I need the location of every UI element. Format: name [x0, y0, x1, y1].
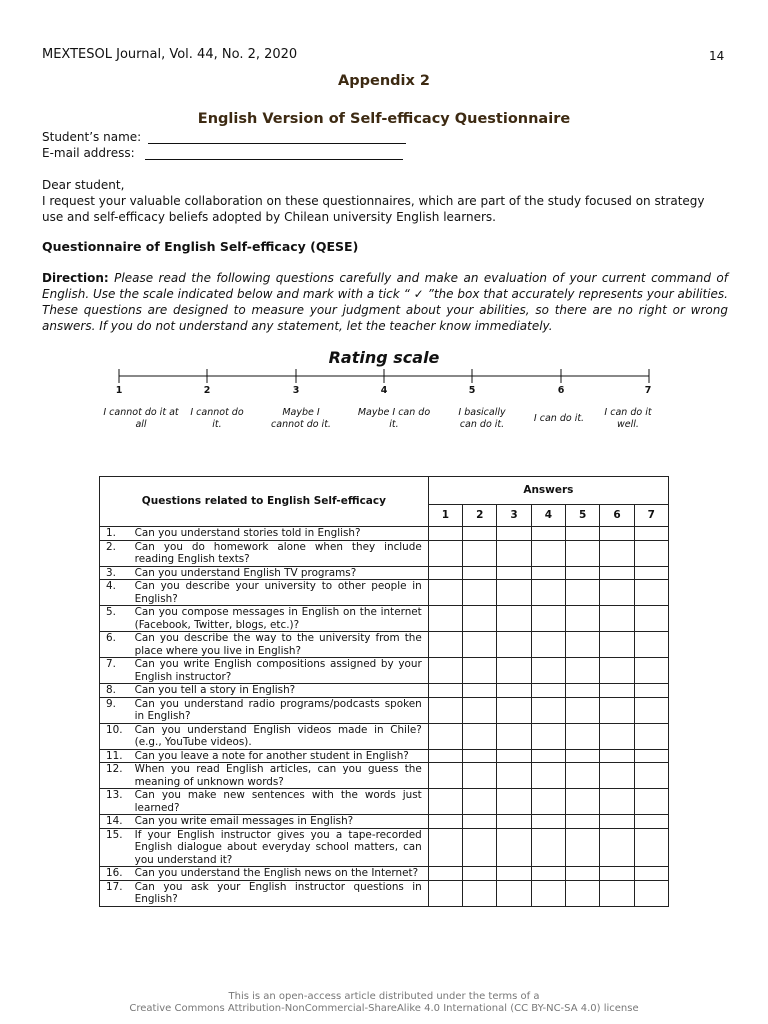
answer-cell-1[interactable]: [428, 527, 462, 541]
answer-cell-2[interactable]: [463, 867, 497, 881]
answer-cell-5[interactable]: [566, 723, 600, 749]
table-row: [100, 658, 669, 684]
license-line-1: This is an open-access article distributed under the terms of a: [228, 991, 540, 1002]
answer-cell-4[interactable]: [531, 606, 565, 632]
answer-cell-5[interactable]: [566, 828, 600, 867]
question-text: If your English instructor gives you a tape-recorded English dialogue about everyday school matters, can you understand it?: [135, 828, 429, 867]
answer-cell-7[interactable]: [634, 658, 668, 684]
answer-cell-1[interactable]: [428, 697, 462, 723]
answer-cell-1[interactable]: [428, 763, 462, 789]
table-row: [100, 763, 669, 789]
answer-cell-1[interactable]: [428, 658, 462, 684]
question-text: Can you leave a note for another student in English?: [135, 749, 429, 763]
student-name-field: [42, 130, 406, 144]
answer-cell-5[interactable]: [566, 632, 600, 658]
answer-cell-2[interactable]: [463, 632, 497, 658]
answer-cell-7[interactable]: [634, 763, 668, 789]
table-row: [100, 632, 669, 658]
direction-label: Direction:: [42, 271, 109, 285]
answer-cell-1[interactable]: [428, 867, 462, 881]
answer-cell-3[interactable]: [497, 540, 531, 566]
answer-cell-5[interactable]: [566, 697, 600, 723]
greeting: Dear student,: [42, 178, 125, 192]
answer-cell-2[interactable]: [463, 763, 497, 789]
answer-cell-4[interactable]: [531, 632, 565, 658]
answer-cell-1[interactable]: [428, 632, 462, 658]
answer-cell-1[interactable]: [428, 723, 462, 749]
question-text: Can you write English compositions assigned by your English instructor?: [135, 658, 429, 684]
scale-header-2: 2: [463, 505, 497, 527]
answer-cell-3[interactable]: [497, 684, 531, 698]
answer-cell-3[interactable]: [497, 632, 531, 658]
answer-cell-5[interactable]: [566, 763, 600, 789]
answer-cell-3[interactable]: [497, 527, 531, 541]
answer-cell-1[interactable]: [428, 789, 462, 815]
answer-cell-5[interactable]: [566, 540, 600, 566]
answer-cell-6[interactable]: [600, 880, 634, 906]
answer-cell-1[interactable]: [428, 684, 462, 698]
scale-num-3: 3: [292, 385, 300, 396]
student-name-blank: [148, 131, 406, 144]
scale-label-3: Maybe I cannot do it.: [271, 407, 331, 430]
questions-header: Questions related to English Self-efficacy: [100, 477, 429, 527]
answer-cell-3[interactable]: [497, 749, 531, 763]
answer-cell-5[interactable]: [566, 566, 600, 580]
answer-cell-2[interactable]: [463, 697, 497, 723]
answer-cell-4[interactable]: [531, 867, 565, 881]
question-text: Can you understand the English news on the Internet?: [135, 867, 429, 881]
scale-label-4: Maybe I can do it.: [357, 407, 431, 430]
answer-cell-5[interactable]: [566, 606, 600, 632]
answer-cell-4[interactable]: [531, 723, 565, 749]
answer-cell-4[interactable]: [531, 566, 565, 580]
scale-num-2: 2: [203, 385, 211, 396]
letter-body: I request your valuable collaboration on these questionnaires, which are part of the study focused on strategy use and self-efficacy beliefs adopted by Chilean university English learners.: [42, 194, 705, 224]
document-title: English Version of Self-efficacy Questionnaire: [197, 111, 571, 127]
scale-num-1: 1: [115, 385, 123, 396]
answer-cell-4[interactable]: [531, 828, 565, 867]
answer-cell-6[interactable]: [600, 828, 634, 867]
answer-cell-2[interactable]: [463, 789, 497, 815]
answer-cell-6[interactable]: [600, 867, 634, 881]
table-row: [100, 540, 669, 566]
question-number: 6.: [100, 632, 135, 658]
table-row: [100, 580, 669, 606]
answer-cell-5[interactable]: [566, 880, 600, 906]
scale-header-1: 1: [428, 505, 462, 527]
answer-cell-4[interactable]: [531, 763, 565, 789]
answer-cell-5[interactable]: [566, 658, 600, 684]
answer-cell-1[interactable]: [428, 815, 462, 829]
answer-cell-6[interactable]: [600, 566, 634, 580]
answer-cell-4[interactable]: [531, 815, 565, 829]
question-text: Can you tell a story in English?: [135, 684, 429, 698]
answer-cell-7[interactable]: [634, 867, 668, 881]
question-number: 3.: [100, 566, 135, 580]
answer-cell-1[interactable]: [428, 749, 462, 763]
answer-cell-5[interactable]: [566, 867, 600, 881]
scale-header-4: 4: [531, 505, 565, 527]
question-number: 14.: [100, 815, 135, 829]
table-row: [100, 684, 669, 698]
answer-cell-7[interactable]: [634, 632, 668, 658]
answer-cell-3[interactable]: [497, 580, 531, 606]
answer-cell-5[interactable]: [566, 684, 600, 698]
scale-label-5: I basically can do it.: [458, 407, 506, 430]
rating-scale-title: Rating scale: [328, 348, 440, 367]
question-text: Can you describe the way to the university from the place where you live in English?: [135, 632, 429, 658]
table-row: [100, 697, 669, 723]
page-number: 14: [709, 49, 725, 63]
answer-cell-5[interactable]: [566, 749, 600, 763]
answer-cell-5[interactable]: [566, 580, 600, 606]
table-row: [100, 815, 669, 829]
question-text: Can you do homework alone when they include reading English texts?: [135, 540, 429, 566]
answer-cell-4[interactable]: [531, 880, 565, 906]
answer-cell-4[interactable]: [531, 540, 565, 566]
question-text: Can you describe your university to other people in English?: [135, 580, 429, 606]
question-number: 5.: [100, 606, 135, 632]
answer-cell-4[interactable]: [531, 658, 565, 684]
table-row: [100, 828, 669, 867]
question-text: When you read English articles, can you guess the meaning of unknown words?: [135, 763, 429, 789]
question-text: Can you ask your English instructor questions in English?: [135, 880, 429, 906]
answer-cell-4[interactable]: [531, 789, 565, 815]
table-row: [100, 527, 669, 541]
question-number: 11.: [100, 749, 135, 763]
direction-text: Please read the following questions carefully and make an evaluation of your current command of English. Use the scale indicated below and mark with a tick “ ✓ ”the box that accurately represents your abilities. These questions are designed to measure your judgment about your abilities, so there are no right or wrong answers. If you do not understand any statement, let the teacher know immediately.: [42, 271, 728, 333]
answer-cell-6[interactable]: [600, 606, 634, 632]
answer-cell-2[interactable]: [463, 684, 497, 698]
answer-cell-3[interactable]: [497, 658, 531, 684]
answer-cell-2[interactable]: [463, 749, 497, 763]
answer-cell-6[interactable]: [600, 749, 634, 763]
answer-cell-7[interactable]: [634, 527, 668, 541]
question-number: 12.: [100, 763, 135, 789]
scale-label-1: I cannot do it at all: [103, 407, 179, 430]
answer-cell-2[interactable]: [463, 540, 497, 566]
journal-header: MEXTESOL Journal, Vol. 44, No. 2, 2020: [42, 47, 298, 62]
answer-cell-7[interactable]: [634, 684, 668, 698]
answer-cell-6[interactable]: [600, 723, 634, 749]
question-number: 15.: [100, 828, 135, 867]
answer-cell-5[interactable]: [566, 815, 600, 829]
answer-cell-6[interactable]: [600, 789, 634, 815]
answer-cell-3[interactable]: [497, 867, 531, 881]
question-number: 9.: [100, 697, 135, 723]
answer-cell-6[interactable]: [600, 527, 634, 541]
self-efficacy-table: [99, 476, 669, 907]
answer-cell-3[interactable]: [497, 566, 531, 580]
scale-label-2: I cannot do it.: [190, 407, 244, 430]
direction-paragraph: [42, 270, 728, 334]
answer-cell-1[interactable]: [428, 540, 462, 566]
answer-cell-4[interactable]: [531, 580, 565, 606]
answer-cell-7[interactable]: [634, 723, 668, 749]
answer-cell-4[interactable]: [531, 684, 565, 698]
email-blank: [145, 147, 403, 160]
rating-scale-line: [110, 366, 660, 386]
answer-cell-7[interactable]: [634, 749, 668, 763]
answer-cell-1[interactable]: [428, 566, 462, 580]
answer-cell-2[interactable]: [463, 658, 497, 684]
answer-cell-1[interactable]: [428, 880, 462, 906]
answer-cell-7[interactable]: [634, 540, 668, 566]
answer-cell-7[interactable]: [634, 880, 668, 906]
table-row: [100, 880, 669, 906]
answer-cell-6[interactable]: [600, 763, 634, 789]
table-row: [100, 789, 669, 815]
scale-num-5: 5: [468, 385, 476, 396]
appendix-title: Appendix 2: [338, 73, 430, 89]
scale-num-6: 6: [557, 385, 565, 396]
answer-cell-6[interactable]: [600, 580, 634, 606]
answer-cell-6[interactable]: [600, 815, 634, 829]
question-number: 17.: [100, 880, 135, 906]
answer-cell-5[interactable]: [566, 527, 600, 541]
question-text: Can you understand stories told in English?: [135, 527, 429, 541]
scale-label-6: I can do it.: [533, 413, 585, 424]
question-number: 4.: [100, 580, 135, 606]
answer-cell-2[interactable]: [463, 580, 497, 606]
section-heading: Questionnaire of English Self-efficacy (QESE): [42, 239, 359, 254]
table-row: [100, 723, 669, 749]
answer-cell-7[interactable]: [634, 828, 668, 867]
email-field: [42, 146, 403, 160]
scale-num-4: 4: [380, 385, 388, 396]
answer-cell-3[interactable]: [497, 789, 531, 815]
question-text: Can you write email messages in English?: [135, 815, 429, 829]
question-number: 1.: [100, 527, 135, 541]
answer-cell-2[interactable]: [463, 880, 497, 906]
table-row: [100, 566, 669, 580]
answer-cell-4[interactable]: [531, 697, 565, 723]
answer-cell-7[interactable]: [634, 566, 668, 580]
answer-cell-2[interactable]: [463, 815, 497, 829]
table-row: [100, 867, 669, 881]
answer-cell-3[interactable]: [497, 763, 531, 789]
email-label: E-mail address:: [42, 146, 135, 160]
answer-cell-3[interactable]: [497, 880, 531, 906]
answer-cell-7[interactable]: [634, 580, 668, 606]
answer-cell-2[interactable]: [463, 828, 497, 867]
answer-cell-1[interactable]: [428, 580, 462, 606]
answer-cell-1[interactable]: [428, 828, 462, 867]
question-number: 16.: [100, 867, 135, 881]
table-row: [100, 606, 669, 632]
answer-cell-6[interactable]: [600, 658, 634, 684]
answer-cell-3[interactable]: [497, 606, 531, 632]
answer-cell-4[interactable]: [531, 749, 565, 763]
answer-cell-7[interactable]: [634, 697, 668, 723]
question-text: Can you compose messages in English on the internet (Facebook, Twitter, blogs, etc.)?: [135, 606, 429, 632]
answer-cell-3[interactable]: [497, 828, 531, 867]
scale-label-7: I can do it well.: [604, 407, 652, 430]
answer-cell-7[interactable]: [634, 789, 668, 815]
question-text: Can you understand English TV programs?: [135, 566, 429, 580]
answer-cell-7[interactable]: [634, 606, 668, 632]
answer-cell-2[interactable]: [463, 723, 497, 749]
scale-header-5: 5: [566, 505, 600, 527]
answer-cell-3[interactable]: [497, 697, 531, 723]
answer-cell-5[interactable]: [566, 789, 600, 815]
answer-cell-7[interactable]: [634, 815, 668, 829]
question-number: 2.: [100, 540, 135, 566]
answer-cell-2[interactable]: [463, 606, 497, 632]
scale-header-6: 6: [600, 505, 634, 527]
answer-cell-6[interactable]: [600, 697, 634, 723]
scale-num-7: 7: [644, 385, 652, 396]
question-text: Can you make new sentences with the words just learned?: [135, 789, 429, 815]
question-number: 10.: [100, 723, 135, 749]
question-number: 7.: [100, 658, 135, 684]
question-number: 8.: [100, 684, 135, 698]
license-line-2: Creative Commons Attribution-NonCommercial-ShareAlike 4.0 International (CC BY-NC-SA 4.0) license: [129, 1003, 639, 1014]
answer-cell-6[interactable]: [600, 632, 634, 658]
scale-header-7: 7: [634, 505, 668, 527]
student-name-label: Student’s name:: [42, 130, 142, 144]
answer-cell-2[interactable]: [463, 566, 497, 580]
question-text: Can you understand radio programs/podcasts spoken in English?: [135, 697, 429, 723]
question-number: 13.: [100, 789, 135, 815]
answer-cell-1[interactable]: [428, 606, 462, 632]
answer-cell-3[interactable]: [497, 723, 531, 749]
scale-header-3: 3: [497, 505, 531, 527]
table-row: [100, 749, 669, 763]
question-text: Can you understand English videos made in Chile? (e.g., YouTube videos).: [135, 723, 429, 749]
answer-cell-6[interactable]: [600, 684, 634, 698]
answers-header: Answers: [428, 477, 668, 505]
answer-cell-2[interactable]: [463, 527, 497, 541]
answer-cell-4[interactable]: [531, 527, 565, 541]
answer-cell-3[interactable]: [497, 815, 531, 829]
answer-cell-6[interactable]: [600, 540, 634, 566]
license-footer: [0, 991, 768, 1015]
